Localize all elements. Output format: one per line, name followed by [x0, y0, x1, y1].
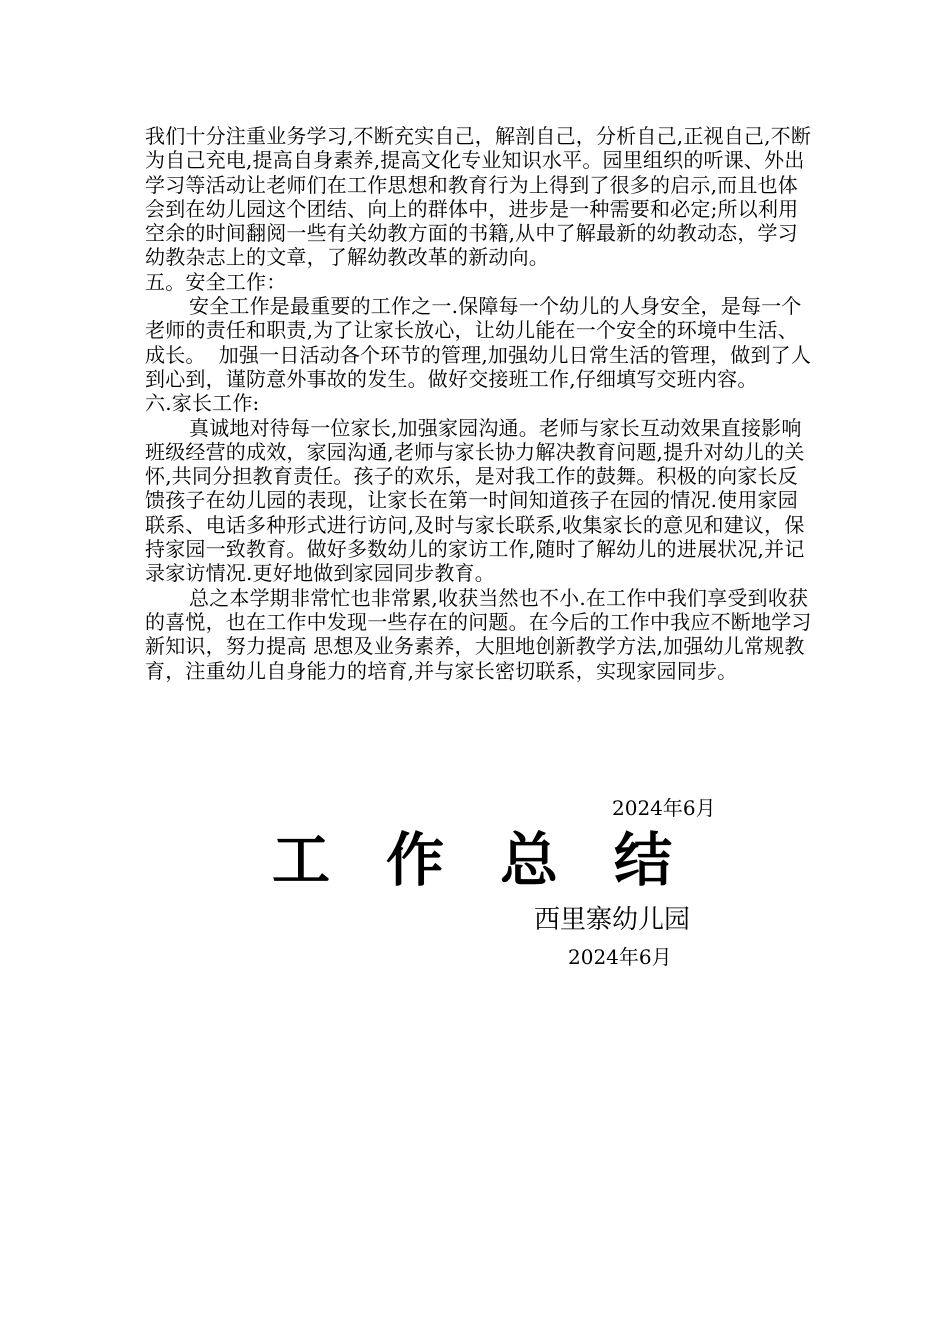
organization-name: 西里寨幼儿园: [534, 905, 691, 935]
paragraph-parent-work: 真诚地对待每一位家长,加强家园沟通。老师与家长互动效果直接影响班级经营的成效，家园沟通,老师与家长协力解决教育问题,提升对幼儿的关怀,共同分担教育责任。孩子的欢乐，是对我工作的鼓舞。积极的向家长反馈孩子在幼儿园的表现，让家长在第一时间知道孩子在园的情况.使用家园联系、电话多种形式进行访问,及时与家长联系,收集家长的意见和建议，保持家园一致教育。做好多数幼儿的家访工作,随时了解幼儿的进展状况,并记录家访情况.更好地做到家园同步教育。: [145, 415, 805, 586]
heading-safety-work: 五。安全工作：: [145, 269, 287, 294]
paragraph-safety-work: 安全工作是最重要的工作之一.保障每一个幼儿的人身安全，是每一个老师的责任和职责,为了让家长放心，让幼儿能在一个安全的环境中生活、成长。 加强一日活动各个环节的管理,加强幼儿日常生活的管理，做到了人到心到，谨防意外事故的发生。做好交接班工作,仔细填写交班内容。: [145, 294, 812, 391]
paragraph-study: 我们十分注重业务学习,不断充实自己，解剖自己，分析自己,正视自己,不断为自己充电,提高自身素养,提高文化专业知识水平。园里组织的听课、外出学习等活动让老师们在工作思想和教育行为上得到了很多的启示,而且也体会到在幼儿园这个团结、向上的群体中，进步是一种需要和必定;所以利用空余的时间翻阅一些有关幼教方面的书籍,从中了解最新的幼教动态，学习幼教杂志上的文章，了解幼教改革的新动向。: [145, 124, 812, 270]
cover-title: 工作总结: [272, 826, 729, 894]
signature-date: 2024年6月: [612, 796, 716, 820]
heading-parent-work: 六.家长工作:: [145, 391, 260, 416]
cover-date: 2024年6月: [568, 945, 672, 969]
paragraph-summary: 总之本学期非常忙也非常累,收获当然也不小.在工作中我们享受到收获的喜悦，也在工作中发现一些存在的问题。在今后的工作中我应不断地学习新知识，努力提高 思想及业务素养，大胆地创新教学方法,加强幼儿常规教育，注重幼儿自身能力的培育,并与家长密切联系，实现家园同步。: [145, 585, 812, 683]
document-body: [145, 124, 813, 683]
